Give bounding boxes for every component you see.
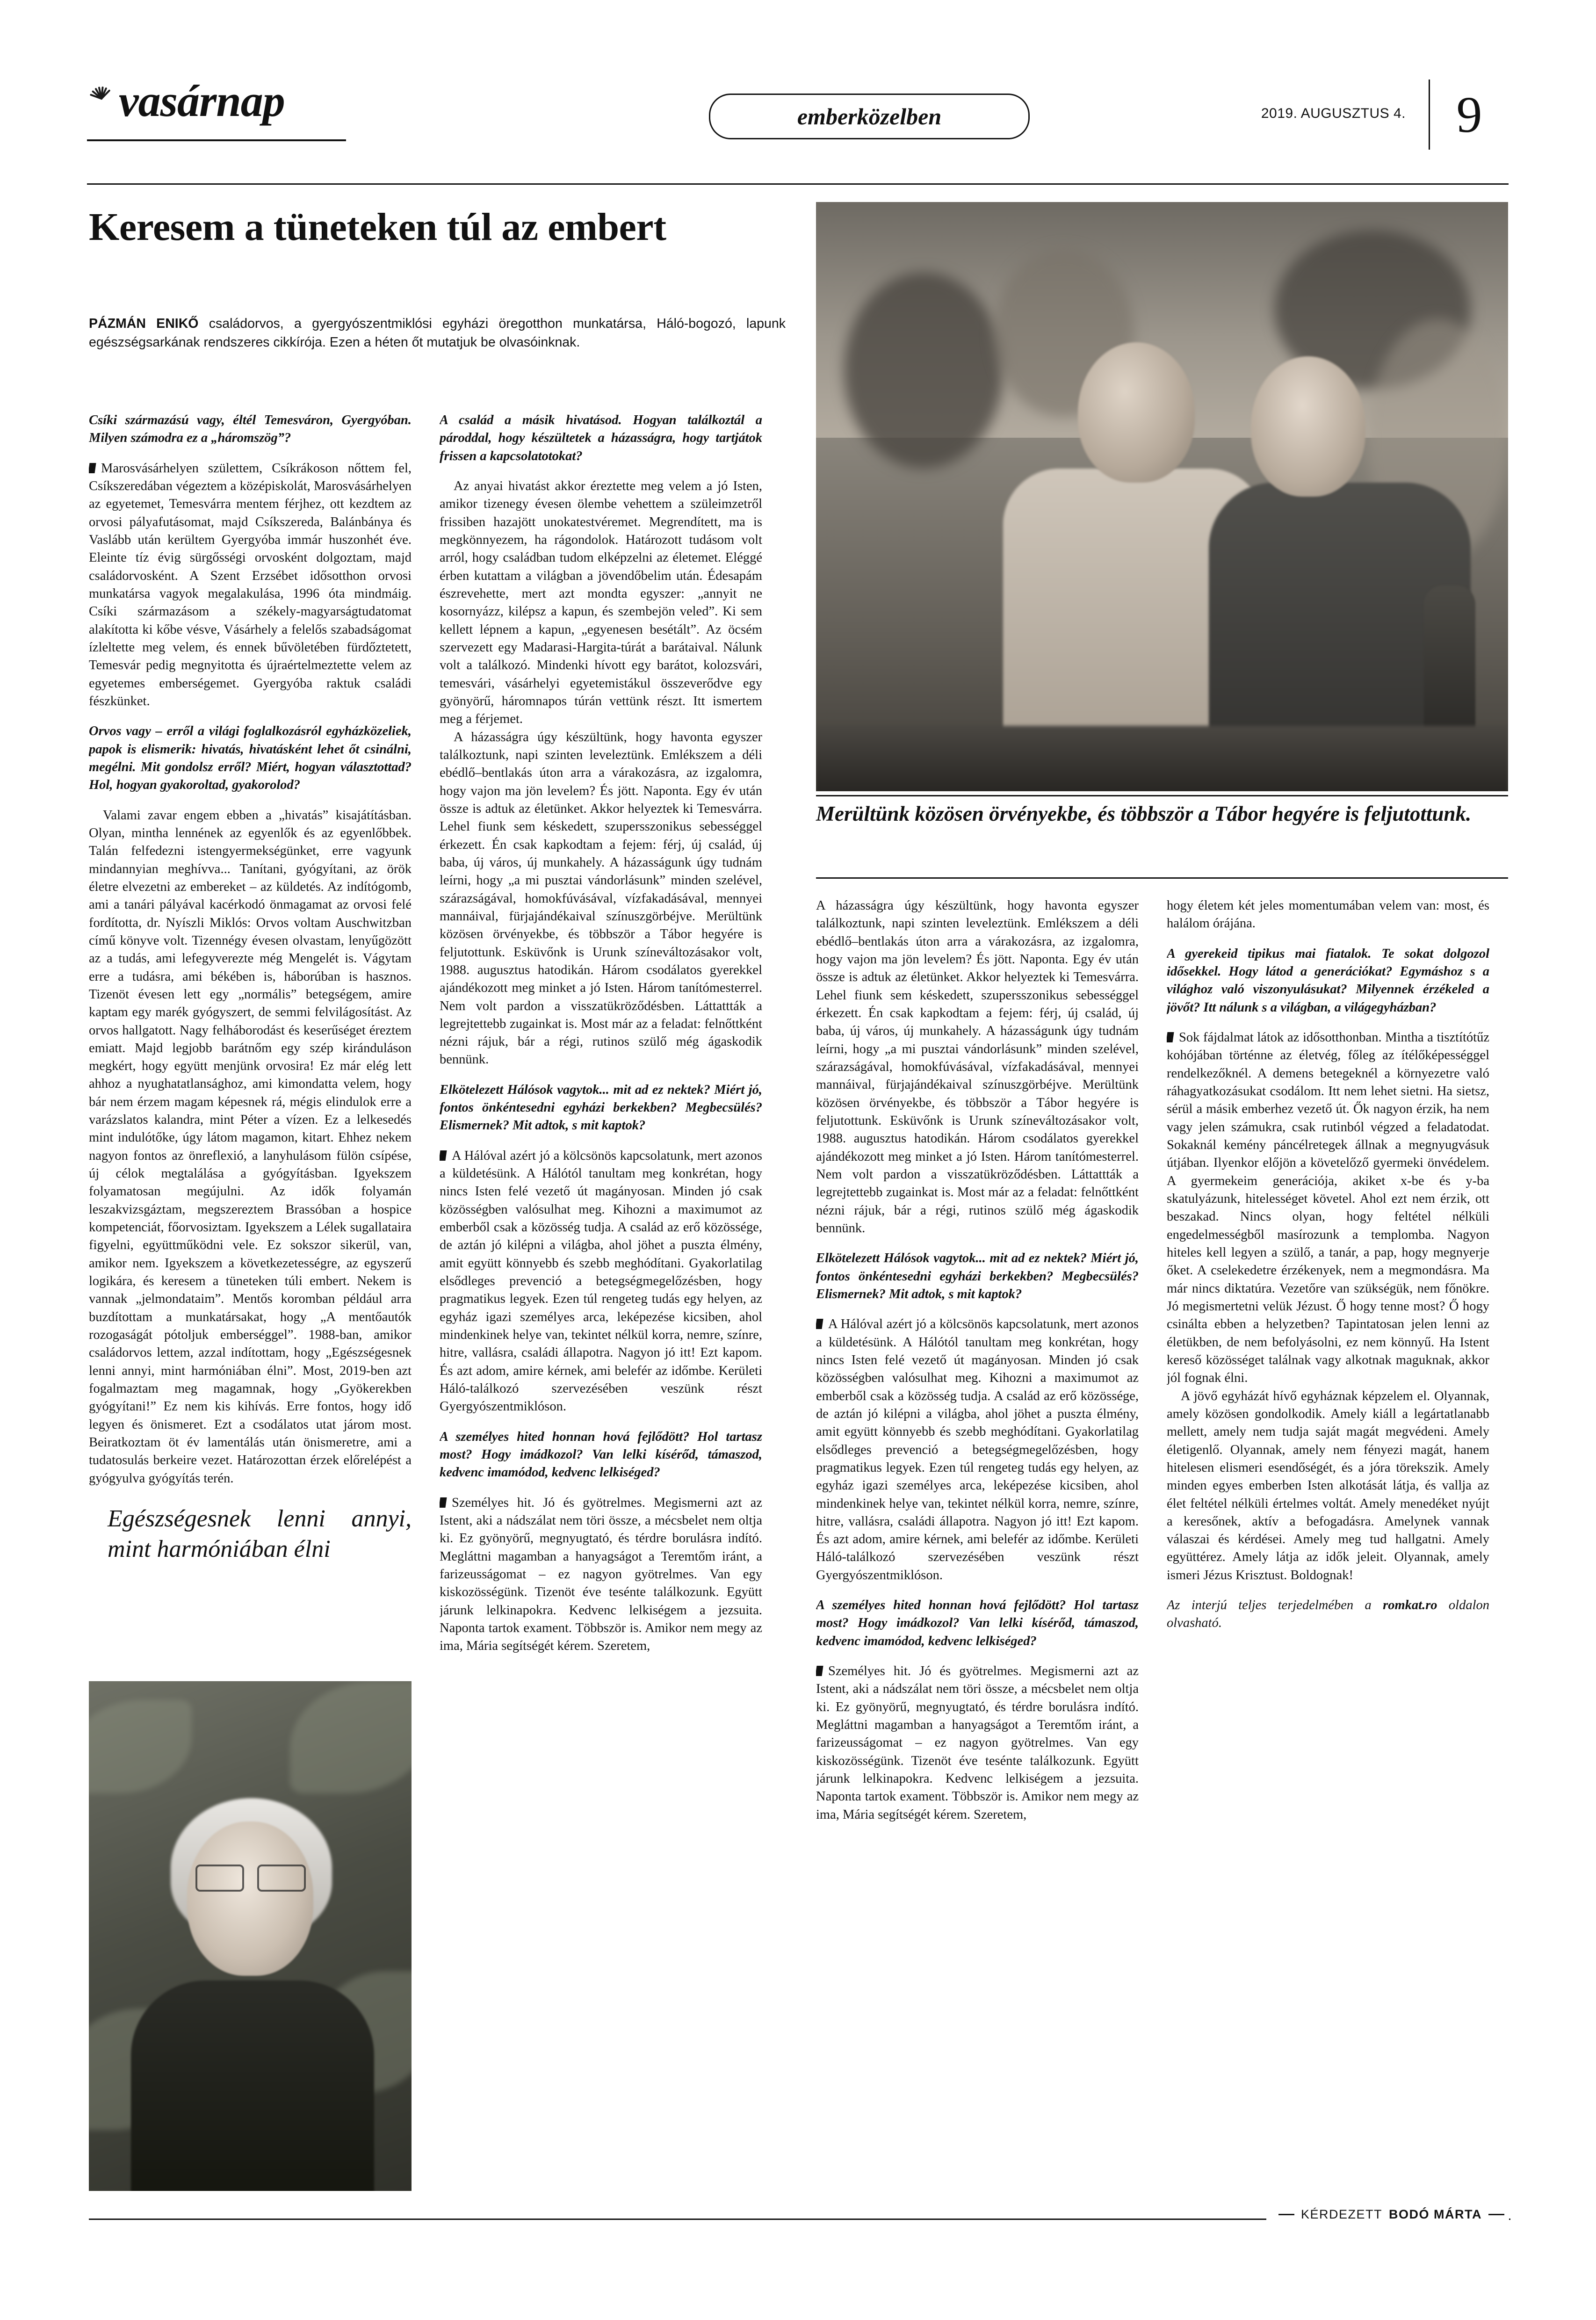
answer-text: A Hálóval azért jó a kölcsönös kapcsolatunk, mert azonos a küldetésünk. A Hálótól tanultam meg konkrétan, hogy nincs Isten felé vezető út magányosan. Minden jó csak közösségben valósulhat meg. Kihozni a maximumot az emberből csak a közösség tudja. A család az erő közössége, de aztán jó kilépni a világba, ahol jöhet a puszta élmény, amit együtt könnyebb és szebb meghódítani. Gyakorlatilag elsődleges prevenció a betegségmegelőzésben, hogy pragmatikus legyek. Ezen túl rengeteg tudás egy helyen, az egyház igazi személyes arca, leképezése kicsiben, ahol mindenkinek helye van, tekintet nélkül korra, nemre, színre, hitre, vallásra, családi állapotra. Nagyon jó itt! Ezt kapom. És azt adom, amire kérnek, ami belefér az időmbe. Kerületi Háló-találkozó szervezésében veszünk részt Gyergyószentmiklóson. [440,1148,762,1414]
interview-question: Elkötelezett Hálósok vagytok... mit ad ez nektek? Miért jó, fontos önkéntesedni egyházi berkekben? Megbecsülés? Elismernek? Mit adtok, s mit kaptok? [440,1082,762,1133]
article-column-4 [1167,897,1489,2197]
answer-text: Marosvásárhelyen születtem, Csíkrákoson nőttem fel, Csíkszeredában végeztem a középiskolát, Marosvásárhelyen az egyetemet, Temesvárra mentem férjhez, ott kezdtem az orvosi pályafutásomat, majd Csíkszereda, Balánbánya és Vaslább után kerültem Gyergyóba immár huszonhét éve. Eleinte tíz évig sürgősségi orvosként dolgoztam, majd családorvosként. A Szent Erzsébet idősotthon orvosi munkatársa vagyok megalakulása, 1996 óta mindmáig. Csíki származásom a székely-magyarságtudatomat alakította ki kőbe vésve, Vásárhely a felelős szabadságomat ízleltette meg velem, és ennek bűvöletében fürdőztetett, Temesvár pedig megnyitotta és újraértelmeztette velem az egyetemes emberségemet. Gyergyóba raktuk családi fészkünket. [89,461,412,708]
question-block [89,412,412,448]
interview-question: Elkötelezett Hálósok vagytok... mit ad ez nektek? Miért jó, fontos önkéntesedni egyházi berkekben? Megbecsülés? Elismernek? Mit adtok, s mit kaptok? [816,1251,1139,1301]
question-block [816,1597,1139,1650]
issue-date: 2019. AUGUSZTUS 4. [1261,106,1406,121]
interview-answer-cont: hogy életem két jeles momentumában velem van: most, és halálom órájána. [1167,898,1489,931]
interview-question: A személyes hited honnan hová fejlődött? Hol tartasz most? Hogy imádkozol? Van lelki kísérőd, támaszod, kedvenc imamódod, kedvenc lelkiséged? [816,1598,1139,1648]
question-block [440,412,762,465]
publication-logo [87,76,285,126]
main-photo [816,202,1508,791]
pull-quote: Egészségesnek lenni annyi, mint harmóniában élni [108,1505,412,1563]
interview-answer [816,1662,1139,1824]
credit-dash-right [1488,2214,1504,2215]
answer-text: A Hálóval azért jó a kölcsönös kapcsolatunk, mert azonos a küldetésünk. A Hálótól tanultam meg konkrétan, hogy nincs Isten felé vezető út magányosan. Minden jó csak közösségben valósulhat meg. Kihozni a maximumot az emberből csak a közösség tudja. A család az erő közössége, de aztán jó kilépni a világba, ahol jöhet a puszta élmény, amit együtt könnyebb és szebb meghódítani. Gyakorlatilag elsődleges prevenció a betegségmegelőzésben, hogy pragmatikus legyek. Ezen túl rengeteg tudás egy helyen, az egyház igazi személyes arca, leképezése kicsiben, ahol mindenkinek helye van, tekintet nélkül korra, nemre, színre, hitre, vallásra, családi állapotra. Nagyon jó itt! Ezt kapom. És azt adom, amire kérnek, ami belefér az időmbe. Kerületi Háló-találkozó szervezésében veszünk részt Gyergyószentmiklóson. [816,1317,1139,1583]
credit-name: BODÓ MÁRTA [1389,2207,1482,2221]
photo-blob [844,272,1003,469]
square-bullet-icon [816,1666,823,1676]
logo-underline [87,139,346,141]
question-block [816,1250,1139,1303]
masthead-divider [87,183,1509,185]
page-title: Keresem a tüneteken túl az embert [89,205,666,249]
section-badge [709,94,1030,139]
masthead [87,76,1509,150]
interview-answer-cont: A jövő egyházát hívő egyháznak képzelem el. Olyannak, amely közösen gondolkodik. Amely kiáll a legártatlanabb mellett, amely nem tudja saját magát megvédeni. Amely életigenlő. Olyannak, amely nem fényezi magát, hanem hitelesen elismeri esendőségét, és a jóra törekszik. Amely minden egyes emberben Isten alkotását látja, és vallja az élet feltétel nélküli értelmes voltát. Amely menedéket nyújt a keresőnek, aktív a befogadásra. Amelynek vannak válaszai és kérdései. Amely meg tud hallgatni. Amely együttérez. Amely látja az idők jeleit. Olyannak, amely ismeri Jézus Krisztust. Boldognak! [1167,1388,1489,1583]
interview-answer [440,1494,762,1655]
square-bullet-icon [440,1497,447,1508]
caption-divider-top [816,795,1508,796]
interview-answer [440,1147,762,1416]
interview-answer-cont: A házasságra úgy készültünk, hogy havonta egyszer találkoztunk, napi szinten leveleztünk. Emlékszem a déli ebédlő–bentlakás úton arra a várakozásra, az izgalomra, hogy vajon ma jön levelem? És jött. Naponta. Egy év után össze is adtuk az életünket. Akkor helyeztek ki Temesvárra. Lehel fiunk sem késkedett, szupersszonikus sebességgel érkezett. Én csak kapkodtam a fejem: férj, új család, új baba, új város, új munkahely. A házasságunk úgy tudnám leírni, hogy „a mi pusztai vándorlásunk” minden szelével, szárazságával, homokfúvásával, vízfakadásával, mennyei mannáival, fürjajándékaival színuszgörbéjve. Merültünk közösen örvényekbe, és többször a Tábor hegyére is feljutottunk. Esküvőnk is Urunk színeváltozásakor volt, 1988. augusztus hatodikán. Három csodálatos gyerekkel ajándékozott meg minket a jó Isten. Három tanítómesterrel. Nem volt pardon a visszatükröződésben. Láttattták a legrejtettebb zugainkat is. Most már az a feladat: felnőttként nézni rájuk, bár a régi, rutinos szülő még ágaskodik bennünk. [816,898,1139,1236]
section-label: emberközelben [797,103,942,130]
answer-text: Személyes hit. Jó és gyötrelmes. Megismerni azt az Istent, aki a nádszálat nem töri össze, a mécsbelet nem oltja ki. Ez gyönyörű, megnyugtató, és térdre borulásra indító. Megláttni magamban a hanyagságot a Teremtőm iránt, a farizeusságomat – ez nagyon gyötrelmes. Van egy kiskozösségünk. Tizenöt éve tesénte találkozunk. Együtt járunk lelkinapokra. Kedvenc lelkiségem a jezsuita. Naponta tartok exament. Többször is. Amikor nem megy az ima, Mária segítségét kérem. Szeretem, [816,1664,1139,1822]
square-bullet-icon [89,463,96,473]
interview-answer [816,1315,1139,1584]
caption-divider-bottom [816,877,1508,879]
square-bullet-icon [1167,1032,1174,1042]
question-block [1167,945,1489,1017]
interview-answer: Valami zavar engem ebben a „hivatás” kisajátításban. Olyan, mintha lennének az egyenlők és az egyenlőbbek. Talán felfedezni istengyermekségünket, erre vagyunk mindannyian meghívva... Tanítani, gyógyítani, az örök életre elvezetni az embereket – az küldetés. Az indítógomb, ami a tanári pályával kacérkodó önmagamat az orvosi felé fordította, dr. Nyíszli Miklós: Orvos voltam Auschwitzban című könyve volt. Tizennégy évesen olvastam, lenyűgözött az a tudás, ami lefegyverezte még Mengelét is. Vágytam erre a tudásra, ami békében is, háborúban is hasznos. Tizenöt évesen lett egy „normális” betegségem, amire kaptam egy marék gyógyszert, de semmi felvilágosítást. Az orvos hallgatott. Nagy felháborodást és keserűséget éreztem emiatt. Majd legjobb barátnőm egy szép kiránduláson megkért, hogy együtt menjünk orvosira! Ez már elég lett ahhoz a nyughatatlansághoz, ami kimondatta velem, hogy bár nem érzem magam képesnek rá, mégis elindulok erre a varázslatos kalandra, mint Péter a vízen. Ez a lelkesedés mint indulótőke, úgy látom magamon, kitart. Ehhez nekem nagyon fontos az önreflexió, a lanyhulásom fülön csípése, új célok megtalálása a gyógyításban. Igyekszem folyamatosan megújulni. Az idők folyamán leszakvizsgáztam, megszereztem Brassóban a hospice kompetenciát, főorvosiztam. Igyekszem a Lélek sugallataira figyelni, együttműködni vele. Ez sokszor sikerül, van, amikor nem. Igyekszem a következetességre, az egyszerű logikára, és keresem a tüneteken túli embert. Nekem is vannak „jelmondataim”. Mentős koromban például arra buzdítottam a munkatársakat, hogy „A mentőautók rozogaságát pótoljuk emberséggel”. 1988-ban, amikor családorvos lettem, azzal indítottam, hogy „Egészségesnek lenni annyi, mint harmóniában élni”. Most, 2019-ben azt fogalmaztam meg magamnak, hogy „Gyökerekben gyógyítani!” Ez nem kis kihívás. Erre fontos, hogy idő legyen és önismeret. Ezt a csodálatos utat járom most. Beiratkoztam öt év lamentálás után önismeretre, ami a tudatosulás berkeire vezet. Határozottan érzek előrelépést a gyógyulva gyógyítás terén. [89,808,412,1486]
question-block [440,1428,762,1482]
footer-credit [1266,2204,1509,2226]
credit-prefix: KÉRDEZETT [1301,2207,1383,2221]
sunburst-icon [87,85,116,114]
square-bullet-icon [816,1319,823,1329]
portrait-face [187,1821,313,1976]
interview-question: A család a másik hivatásod. Hogyan találkoztál a pároddal, hogy készültetek a házasságra, hogy tartjátok frissen a kapcsolatotokat? [440,413,762,463]
standfirst-lead: PÁZMÁN ENIKŐ [89,316,199,331]
credit-dash-left [1278,2214,1294,2215]
question-block [440,1081,762,1135]
source-note [1167,1597,1489,1633]
interview-answer: Az anyai hivatást akkor éreztette meg velem a jó Isten, amikor tizenegy évesen ölembe vehettem a szüleimzetről frissiben hazajött unokatestvéremet. Megrendített, ma is megkönnyezem, ha rágondolok. Határozott tudásom volt arról, hogy családban tudom elképzelni az életemet. Eléggé érben kutattam a világban a jövendőbelim után. Édesapám észrevehette, mert azt mondta egyszer: „annyit ne kosornyázz, kilépsz a kapun, és szembejön veled”. Ki sem kellett lépnem a kapun, „egyenesen besétált”. Az öcsém szervezett egy Madarasi-Hargita-túrát a barátaival. Nálunk volt a találkozó. Mindenki hívott egy barátot, kolozsvári, temesvári, vásárhelyi egyetemistákul összeverődve egy gyönyörű, háromnapos túrán vettünk részt. Itt ismertem meg a férjemet. [440,478,762,727]
source-note-tail: oldalon olvasható. [1167,1598,1489,1631]
answer-text: Sok fájdalmat látok az idősotthonban. Mintha a tisztítótűz kohójában történne az életvég, főleg az ítélőképességgel rendelkezőknél. A demens betegeknél a környezetre való ráhagyatkozásukat csodálom. Itt nem lehet sietni. Ha sietsz, sérül a másik emberhez vezető út. Ők nagyon érzik, ha nem vagy jelen számukra, csak rutinból végzed a feladatodat. Sokaknál kemény páncélretegek állnak a megnyugvásuk útjában. Ilyenkor előjön a követelőző gyermeki önvédelem. A gyermekeim generációja, akiket x-be és y-ba skatulyázunk, hitelességet követel. Ahol ezt nem érzik, ott beszakad. Nincs olyan, hogy feltétel nélküli engedelmességből masírozunk a templomba. Nagyon hiteles kell legyen a szülő, a tanár, a pap, hogy megnyerje őket. A cselekedetre érzékenyek, nem a megmondásra. Ma már nincs diktatúra. Vezetőre van szükségük, nem főnökre. Jó megismertetni velük Jézust. Ő hogy tenne most? Ő hogy csinálta ebben a helyzetben? Tapintatosan jelen lenni az életükben, de nem befolyásolni, ez nem könnyű. Ha Istent kereső közösséget találnak vagy alkotnak maguknak, akkor jól fognak élni. [1167,1030,1489,1386]
interview-answer-cont: A házasságra úgy készültünk, hogy havonta egyszer találkoztunk, napi szinten leveleztünk. Emlékszem a déli ebédlő–bentlakás úton arra a várakozásra, az izgalomra, hogy vajon ma jön levelem? És jött. Naponta. Egy év után össze is adtuk az életünket. Akkor helyeztek ki Temesvárra. Lehel fiunk sem késkedett, szupersszonikus sebességgel érkezett. Én csak kapkodtam a fejem: férj, új család, új baba, új város, új munkahely. A házasságunk úgy tudnám leírni, hogy „a mi pusztai vándorlásunk” minden szelével, szárazságával, homokfúvásával, vízfakadásával, mennyei mannáival, fürjajándékaival színuszgörbéjve. Merültünk közösen örvényekbe, és többször a Tábor hegyére is feljutottunk. Esküvőnk is Urunk színeváltozásakor volt, 1988. augusztus hatodikán. Három csodálatos gyerekkel ajándékozott meg minket a jó Isten. Három tanítómesterrel. Nem volt pardon a visszatükröződésben. Láttattták a legrejtettebb zugainkat is. Most már az a feladat: felnőttként nézni rájuk, bár a régi, rutinos szülő még ágaskodik bennünk. [440,730,762,1067]
page-number-box [1429,80,1509,150]
standfirst-text: családorvos, a gyergyószentmiklósi egyházi öregotthon munkatársa, Háló-bogozó, lapunk egészségsarkának rendszeres cikkírója. Ezen a héten őt mutatjuk be olvasóinknak. [89,316,786,350]
photo-person-head [1078,342,1195,483]
photo-caption: Merültünk közösen örvényekbe, és többször a Tábor hegyére is feljutottunk. [816,802,1472,825]
square-bullet-icon [440,1150,447,1161]
portrait-torso [131,1980,374,2191]
photo-person-head [1251,356,1365,497]
page-number: 9 [1456,86,1482,143]
question-block [89,723,412,794]
glasses-icon [195,1865,306,1889]
portrait-photo [89,1681,412,2191]
photo-table [816,726,1508,791]
interview-answer [89,460,412,711]
logo-text: vasárnap [119,76,285,126]
article-column-2 [440,412,762,2179]
article-column-3 [816,897,1139,2197]
interview-question: A személyes hited honnan hová fejlődött? Hol tartasz most? Hogy imádkozol? Van lelki kísérőd, támaszod, kedvenc imamódod, kedvenc lelkiséged? [440,1429,762,1480]
source-note-site: romkat.ro [1383,1598,1437,1613]
source-note-lead: Az interjú teljes terjedelmében a [1167,1598,1383,1613]
interview-question: A gyerekeid tipikus mai fiatalok. Te sokat dolgozol idősekkel. Hogy látod a generációkat? Egymáshoz s a világhoz való viszonyulásukat? Milyennek érzékeled a jövőt? Itt nálunk s a világban, a világegyházban? [1167,946,1489,1015]
interview-question: Csíki származású vagy, éltél Temesváron, Gyergyóban. Milyen számodra ez a „háromszög”? [89,413,412,446]
standfirst [89,314,786,352]
interview-answer [1167,1029,1489,1388]
answer-text: Személyes hit. Jó és gyötrelmes. Megismerni azt az Istent, aki a nádszálat nem töri össze, a mécsbelet nem oltja ki. Ez gyönyörű, megnyugtató, és térdre borulásra indító. Megláttni magamban a hanyagságot a Teremtőm iránt, a farizeusságomat – ez nagyon gyötrelmes. Van egy kiskozösségünk. Tizenöt éve tesénte találkozunk. Együtt járunk lelkinapokra. Kedvenc lelkiségem a jezsuita. Naponta tartok exament. Többször is. Amikor nem megy az ima, Mária segítségét kérem. Szeretem, [440,1495,762,1654]
interview-question: Orvos vagy – erről a világi foglalkozásról egyházközeliek, papok is elismerik: hivatás, hivatásként lehet őt csinálni, megélni. Mit gondolsz erről? Miért, hogyan választottad? Hol, hogyan gyakoroltad, gyakorolod? [89,724,412,793]
